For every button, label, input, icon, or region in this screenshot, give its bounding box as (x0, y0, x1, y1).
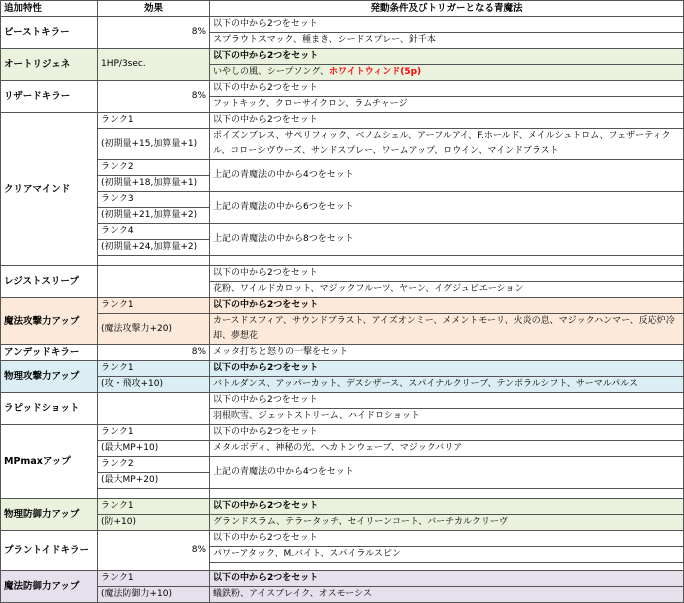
table-row (1, 49, 684, 65)
spell-list: ポイズンブレス、サペリフィック、ベノムシェル、アーフルアイ、F.ホールド、メイルシュトロム、フェザーティクル、コローシヴウーズ、サンドスプレー、ワームアップ、ロウイン、マインドブラスト (210, 129, 684, 160)
condition-text: 以下の中から2つをセット (210, 81, 684, 97)
table-row (1, 266, 684, 282)
condition-text: 上記の青魔法の中から8つをセット (210, 224, 684, 256)
table-row (1, 17, 684, 33)
spell-highlight: ホワイトウィンド(5p) (329, 67, 422, 77)
effect-value: 8% (98, 17, 210, 49)
empty-cell (98, 256, 210, 266)
condition-text: 上記の青魔法の中から4つをセット (210, 160, 684, 192)
table-row (1, 298, 684, 314)
table-row (1, 457, 684, 473)
condition-text: 以下の中から2つをセット (210, 499, 684, 515)
rank-detail: (防+10) (98, 515, 210, 531)
condition-text: 以下の中から2つをセット (210, 571, 684, 587)
table-row (1, 393, 684, 409)
condition-text: 以下の中から2つをセット (210, 361, 684, 377)
empty-cell (210, 563, 684, 571)
condition-text: 以下の中から2つをセット (210, 49, 684, 65)
empty-cell (98, 489, 210, 499)
rank-label: ランク3 (98, 192, 210, 208)
table-row (1, 515, 684, 531)
rank-detail: (初期量+21,加算量+2) (98, 208, 210, 224)
spell-list: 羽根吹雪、ジェットストリーム、ハイドロショット (210, 409, 684, 425)
effect-value: 8% (98, 531, 210, 571)
header-trait: 追加特性 (1, 1, 98, 17)
effect-value: 8% (98, 345, 210, 361)
header-effect: 効果 (98, 1, 210, 17)
condition-text: 以下の中から2つをセット (210, 17, 684, 33)
spell-list-plain: いやしの風、シープソング、 (213, 67, 330, 77)
spell-list: フットキック、クローサイクロン、ラムチャージ (210, 97, 684, 113)
table-row (1, 377, 684, 393)
trait-name: 物理攻撃力アップ (1, 361, 98, 393)
table-row (1, 192, 684, 208)
trait-name: アンデッドキラー (1, 345, 98, 361)
trait-name: ビーストキラー (1, 17, 98, 49)
trait-name: レジストスリープ (1, 266, 98, 298)
trait-name: 魔法防御力アップ (1, 571, 98, 603)
trait-name: リザードキラー (1, 81, 98, 113)
condition-text: 以下の中から2つをセット (210, 425, 684, 441)
table-row (1, 160, 684, 176)
table-row (1, 224, 684, 240)
rank-detail: (魔法攻撃力+20) (98, 314, 210, 345)
spell-list: メタルボディ、神秘の光、ヘカトンウェーブ、マジックバリア (210, 441, 684, 457)
table-row (1, 113, 684, 129)
empty-cell (210, 256, 684, 266)
effect-value (98, 393, 210, 425)
trait-name: ラピッドショット (1, 393, 98, 425)
effect-value: 1HP/3sec. (98, 49, 210, 81)
condition-text: 上記の青魔法の中から6つをセット (210, 192, 684, 224)
condition-text: 以下の中から2つをセット (210, 531, 684, 547)
rank-detail: (魔法防御力+10) (98, 587, 210, 603)
rank-label: ランク1 (98, 571, 210, 587)
table-row (1, 345, 684, 361)
table-row (1, 499, 684, 515)
table-row (1, 441, 684, 457)
trait-name: クリアマインド (1, 113, 98, 266)
condition-text: メッタ打ちと怒りの一撃をセット (210, 345, 684, 361)
rank-detail: (初期量+15,加算量+1) (98, 129, 210, 160)
rank-label: ランク1 (98, 298, 210, 314)
table-row (1, 489, 684, 499)
table-row (1, 361, 684, 377)
header-row (1, 1, 684, 17)
rank-label: ランク1 (98, 425, 210, 441)
spell-list: 蟻鉄粉、アイスブレイク、オスモーシス (210, 587, 684, 603)
table-row (1, 129, 684, 160)
rank-detail: (初期量+24,加算量+2) (98, 240, 210, 256)
spell-list: パワーアタック、M.バイト、スパイラルスピン (210, 547, 684, 563)
rank-label: ランク2 (98, 160, 210, 176)
table-row (1, 425, 684, 441)
trait-name: MPmaxアップ (1, 425, 98, 499)
rank-label: ランク1 (98, 499, 210, 515)
effect-value (98, 266, 210, 298)
trait-name: オートリジェネ (1, 49, 98, 81)
table-row (1, 571, 684, 587)
rank-label: ランク2 (98, 457, 210, 473)
table-row (1, 81, 684, 97)
spell-list: グランドスラム、テラータッチ、セイリーンコート、バーチカルクリーヴ (210, 515, 684, 531)
empty-cell (210, 489, 684, 499)
spell-list: スプラウトスマック、種まき、シードスプレー、針千本 (210, 33, 684, 49)
rank-label: ランク1 (98, 361, 210, 377)
header-condition: 発動条件及びトリガーとなる青魔法 (210, 1, 684, 17)
rank-detail: (初期量+18,加算量+1) (98, 176, 210, 192)
trait-name: 物理防御力アップ (1, 499, 98, 531)
table-row (1, 531, 684, 547)
table-row (1, 256, 684, 266)
trait-name: 魔法攻撃力アップ (1, 298, 98, 345)
spell-list: バトルダンス、アッパーカット、デスシザース、スパイナルクリーブ、テンポラルシフト、サーマルパルス (210, 377, 684, 393)
condition-text: 以下の中から2つをセット (210, 113, 684, 129)
trait-name: プラントイドキラー (1, 531, 98, 571)
rank-label: ランク1 (98, 113, 210, 129)
condition-text: 以下の中から2つをセット (210, 266, 684, 282)
spell-list: 花粉、ワイルドカロット、マジックフルーツ、ヤーン、イグジュビエーション (210, 282, 684, 298)
rank-detail: (攻・飛攻+10) (98, 377, 210, 393)
condition-text: 上記の青魔法の中から4つをセット (210, 457, 684, 489)
spell-list (210, 65, 684, 81)
condition-text: 以下の中から2つをセット (210, 393, 684, 409)
condition-text: 以下の中から2つをセット (210, 298, 684, 314)
effect-value: 8% (98, 81, 210, 113)
rank-detail: (最大MP+20) (98, 473, 210, 489)
table-row (1, 587, 684, 603)
spell-list: カースドスフィア、サウンドブラスト、アイズオンミー、メメントモーリ、火炎の息、マジックハンマー、反応炉冷却、夢想花 (210, 314, 684, 345)
rank-detail: (最大MP+10) (98, 441, 210, 457)
rank-label: ランク4 (98, 224, 210, 240)
table-row (1, 314, 684, 345)
